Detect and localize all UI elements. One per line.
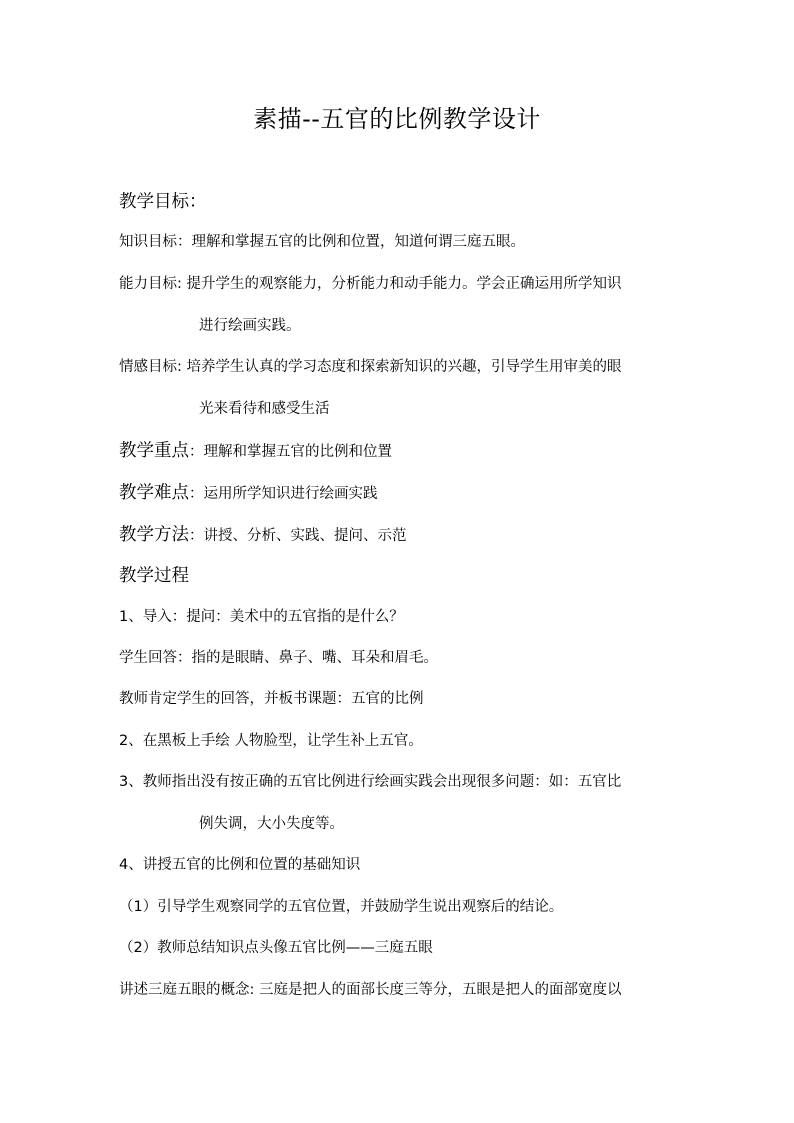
method-line: [119, 523, 407, 548]
sub-item-1: （1）引导学生观察同学的五官位置，并鼓励学生说出观察后的结论。: [119, 899, 564, 915]
step-3-line-1: 3、教师指出没有按正确的五官比例进行绘画实践会出现很多问题：如：五官比: [119, 774, 622, 790]
method-label: 教学方法: [119, 525, 189, 545]
difficulty-line: [119, 481, 378, 506]
process-heading: 教学过程: [119, 566, 189, 586]
knowledge-goal: 知识目标：理解和掌握五官的比例和位置，知道何谓三庭五眼。: [119, 234, 525, 250]
step-4: 4、讲授五官的比例和位置的基础知识: [119, 857, 361, 873]
objectives-heading: 教学目标：: [119, 192, 207, 212]
emotion-goal-line-1: 情感目标: 培养学生认真的学习态度和探索新知识的兴趣，引导学生用审美的眼: [119, 359, 622, 375]
document-title: 素描--五官的比例教学设计: [253, 105, 541, 133]
key-point-line: [119, 439, 392, 464]
concept-line: 讲述三庭五眼的概念: 三庭是把人的面部长度三等分，五眼是把人的面部宽度以: [119, 982, 622, 998]
step-2: 2、在黑板上手绘 人物脸型，让学生补上五官。: [119, 733, 423, 749]
ability-goal-line-1: 能力目标: 提升学生的观察能力，分析能力和动手能力。学会正确运用所学知识: [119, 276, 622, 292]
method-text: ：讲授、分析、实践、提问、示范: [189, 528, 407, 544]
key-point-label: 教学重点: [119, 441, 189, 461]
sub-item-2: （2）教师总结知识点头像五官比例——三庭五眼: [119, 940, 433, 956]
step-1: 1、导入：提问：美术中的五官指的是什么？: [119, 609, 404, 625]
key-point-text: ：理解和掌握五官的比例和位置: [189, 444, 392, 460]
difficulty-label: 教学难点: [119, 483, 189, 503]
difficulty-text: ：运用所学知识进行绘画实践: [189, 486, 378, 502]
student-answer: 学生回答：指的是眼睛、鼻子、嘴、耳朵和眉毛。: [119, 650, 438, 666]
step-3-line-2: 例失调，大小失度等。: [199, 816, 344, 832]
teacher-affirm: 教师肯定学生的回答，并板书课题：五官的比例: [119, 691, 424, 707]
emotion-goal-line-2: 光来看待和感受生活: [199, 401, 330, 417]
ability-goal-line-2: 进行绘画实践。: [199, 318, 301, 334]
